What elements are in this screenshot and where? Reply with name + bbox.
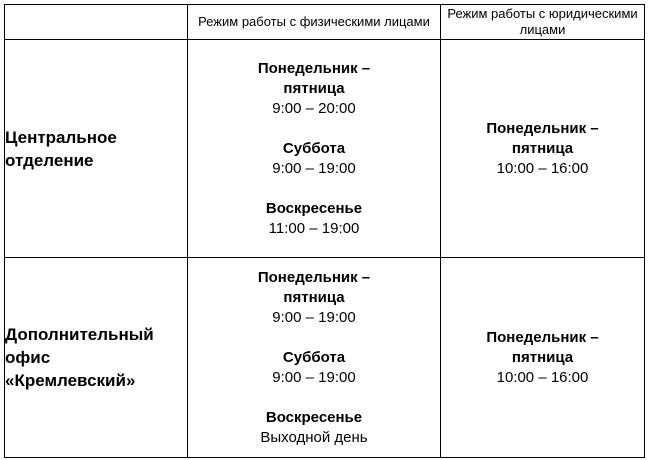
schedule-block-saturday xyxy=(188,139,440,179)
time-range: 10:00 – 16:00 xyxy=(496,159,589,177)
physical-hours-central xyxy=(188,40,441,258)
schedule-table xyxy=(4,4,645,458)
day-label: Понедельник – xyxy=(486,119,599,137)
day-label: Воскресенье xyxy=(265,408,363,426)
office-row-central xyxy=(5,40,645,258)
schedule-block-weekdays xyxy=(188,59,440,119)
day-label: пятница xyxy=(511,139,574,157)
day-label: пятница xyxy=(511,348,574,366)
juridical-hours-central xyxy=(441,40,645,258)
day-label: пятница xyxy=(283,288,345,306)
day-label: Воскресенье xyxy=(265,199,363,217)
office-name-line: Центральное xyxy=(5,127,117,147)
header-juridical: Режим работы с юридическими лицами xyxy=(441,5,645,40)
schedule-block-sunday xyxy=(188,408,440,448)
day-label: Понедельник – xyxy=(257,268,371,286)
schedule-block-weekdays xyxy=(441,328,644,388)
time-range: 11:00 – 19:00 xyxy=(268,219,360,237)
time-range: 9:00 – 19:00 xyxy=(272,308,356,326)
time-range: 9:00 – 20:00 xyxy=(272,99,356,117)
office-name-line: отделение xyxy=(5,150,94,170)
time-range: 9:00 – 19:00 xyxy=(272,159,356,177)
header-empty-cell xyxy=(5,5,188,40)
office-name-kremlevsky xyxy=(5,258,188,458)
time-range: 9:00 – 19:00 xyxy=(272,368,356,386)
schedule-block-saturday xyxy=(188,348,440,388)
juridical-hours-kremlevsky xyxy=(441,258,645,458)
header-physical: Режим работы с физическими лицами xyxy=(188,5,441,40)
office-row-kremlevsky xyxy=(5,258,645,458)
office-name-line: «Кремлевский» xyxy=(5,371,136,390)
day-label: пятница xyxy=(283,79,345,97)
schedule-block-weekdays xyxy=(188,268,440,328)
office-name-line: Дополнительный xyxy=(5,325,154,344)
time-range: Выходной день xyxy=(260,428,368,446)
day-label: Суббота xyxy=(282,348,346,366)
header-row xyxy=(5,5,645,40)
schedule-block-weekdays xyxy=(441,119,644,179)
office-name-central xyxy=(5,40,188,258)
schedule-block-sunday xyxy=(188,199,440,239)
office-name-line: офис xyxy=(5,348,51,367)
time-range: 10:00 – 16:00 xyxy=(496,368,589,386)
day-label: Понедельник – xyxy=(486,328,599,346)
day-label: Суббота xyxy=(282,139,346,157)
day-label: Понедельник – xyxy=(257,59,371,77)
physical-hours-kremlevsky xyxy=(188,258,441,458)
